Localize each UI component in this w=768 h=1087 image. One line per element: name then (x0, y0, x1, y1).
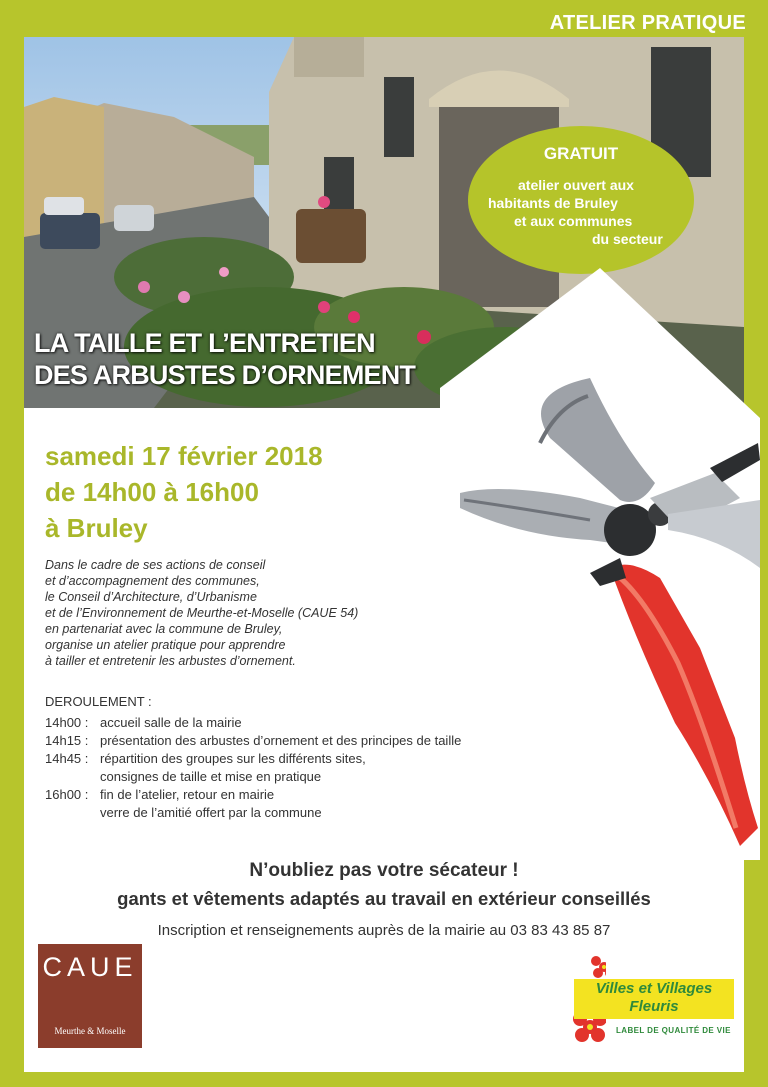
vvf-line: Villes et Villages (595, 980, 713, 997)
villes-villages-fleuris-logo (566, 955, 738, 1045)
schedule-text: présentation des arbustes d’ornement et des principes de taille (100, 733, 462, 748)
schedule-time: 14h45 : (45, 751, 89, 766)
schedule-item (45, 750, 461, 786)
schedule-heading: DEROULEMENT : (45, 694, 152, 709)
intro-line: et de l’Environnement de Meurthe-et-Moselle (CAUE 54) (45, 606, 359, 620)
schedule-text: répartition des groupes sur les différents sites, (100, 751, 366, 766)
vvf-tagline: LABEL DE QUALITÉ DE VIE (616, 1026, 731, 1035)
schedule (45, 693, 461, 822)
schedule-time: 14h15 : (45, 733, 89, 748)
schedule-item (45, 714, 461, 732)
schedule-text: consignes de taille et mise en pratique (100, 769, 322, 784)
vvf-line: Fleuris (629, 998, 679, 1015)
caue-logo (38, 944, 142, 1048)
workshop-title-line: DES ARBUSTES D’ORNEMENT (34, 360, 416, 390)
schedule-item (45, 732, 461, 750)
schedule-item (45, 786, 461, 822)
intro-line: Dans le cadre de ses actions de conseil (45, 558, 266, 572)
schedule-time: 14h00 : (45, 715, 89, 730)
workshop-title (34, 327, 415, 391)
badge-line: atelier ouvert aux (518, 177, 634, 193)
caue-logo-sub: Meurthe & Moselle (54, 1026, 126, 1036)
contact-info: Inscription et renseignements auprès de la mairie au 03 83 43 85 87 (157, 922, 611, 939)
intro-paragraph (45, 557, 465, 669)
schedule-time: 16h00 : (45, 787, 89, 802)
intro-line: en partenariat avec la commune de Bruley, (45, 622, 283, 636)
event-place: à Bruley (45, 513, 148, 543)
caue-logo-name: CAUE (42, 952, 138, 982)
reminder-line: N’oubliez pas votre sécateur ! (249, 860, 519, 881)
intro-line: et d’accompagnement des communes, (45, 574, 260, 588)
intro-line: à tailler et entretenir les arbustes d’ornement. (45, 654, 296, 668)
pruning-shears-illustration (440, 268, 760, 860)
reminder-line: gants et vêtements adaptés au travail en extérieur conseillés (117, 888, 651, 909)
schedule-text: verre de l’amitié offert par la commune (100, 805, 322, 820)
schedule-text: accueil salle de la mairie (100, 715, 242, 730)
event-time: de 14h00 à 16h00 (45, 477, 259, 507)
badge-line: habitants de Bruley (488, 195, 618, 211)
free-badge (468, 126, 694, 274)
event-details (45, 438, 323, 546)
badge-line: et aux communes (514, 213, 633, 229)
reminder (24, 857, 744, 913)
intro-line: organise un atelier pratique pour apprendre (45, 638, 286, 652)
intro-line: le Conseil d’Architecture, d’Urbanisme (45, 590, 257, 604)
free-label: GRATUIT (543, 144, 619, 163)
workshop-tag: ATELIER PRATIQUE (549, 12, 746, 34)
event-date: samedi 17 février 2018 (45, 441, 323, 471)
schedule-text: fin de l’atelier, retour en mairie (100, 787, 275, 802)
badge-line: du secteur (592, 231, 663, 247)
workshop-title-line: LA TAILLE ET L’ENTRETIEN (34, 328, 375, 358)
